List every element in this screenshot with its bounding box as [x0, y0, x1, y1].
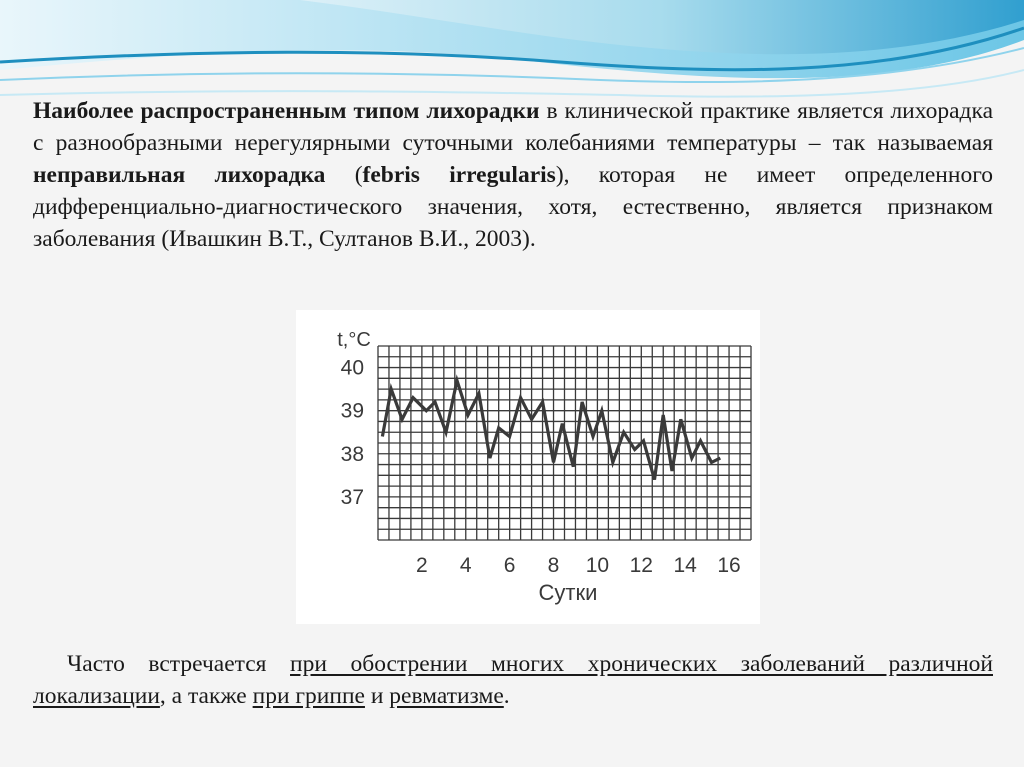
x-tick-label: 16: [717, 554, 741, 577]
x-tick-label: 12: [629, 554, 653, 577]
y-tick-label: 40: [340, 356, 364, 380]
underline-influenza: при гриппе: [252, 683, 365, 709]
term-common-fever-type: Наиболее распространенным типом лихорадки: [33, 98, 540, 124]
x-axis-label: Сутки: [538, 580, 598, 605]
intro-paragraph: [33, 95, 993, 255]
intro-text-3: ), которая не имеет определенного дифференциально-диагностического значения, хотя, естественно, является признаком заболевания (Ивашкин В.Т., Султанов В.И., 2003).: [33, 162, 993, 252]
y-tick-label: 38: [340, 442, 364, 466]
occurrence-text-4: .: [503, 683, 510, 709]
temperature-chart-svg: [296, 310, 760, 624]
underline-chronic-diseases: при обострении многих хронических заболеваний различной локализации: [33, 651, 993, 709]
y-tick-label: 39: [340, 399, 364, 423]
chart-grid: [378, 346, 751, 540]
x-tick-label: 2: [416, 554, 428, 577]
occurrence-text-1: Часто встречается: [67, 651, 291, 677]
occurrence-text-2: , а также: [159, 683, 253, 709]
decorative-wave-header: [0, 0, 1024, 110]
x-tick-label: 10: [585, 554, 610, 577]
y-tick-label: 37: [340, 485, 364, 509]
x-tick-label: 8: [547, 554, 560, 577]
occurrence-paragraph: [33, 648, 993, 712]
y-axis-label: t,°C: [337, 329, 371, 351]
x-tick-label: 4: [459, 554, 472, 577]
occurrence-text-3: и: [364, 683, 390, 709]
intro-text-1: в клинической практике является лихорадка с разнообразными нерегулярными суточными колебаниями температуры – так называемая: [33, 98, 993, 156]
underline-rheumatism: ревматизме: [389, 683, 504, 709]
x-tick-label: 14: [673, 554, 697, 577]
term-irregular-fever: неправильная лихорадка: [33, 162, 326, 188]
intro-text-2: (: [325, 162, 363, 188]
term-febris-irregularis: febris irregularis: [362, 162, 556, 188]
x-tick-label: 6: [503, 554, 516, 577]
temperature-chart: [296, 310, 760, 624]
